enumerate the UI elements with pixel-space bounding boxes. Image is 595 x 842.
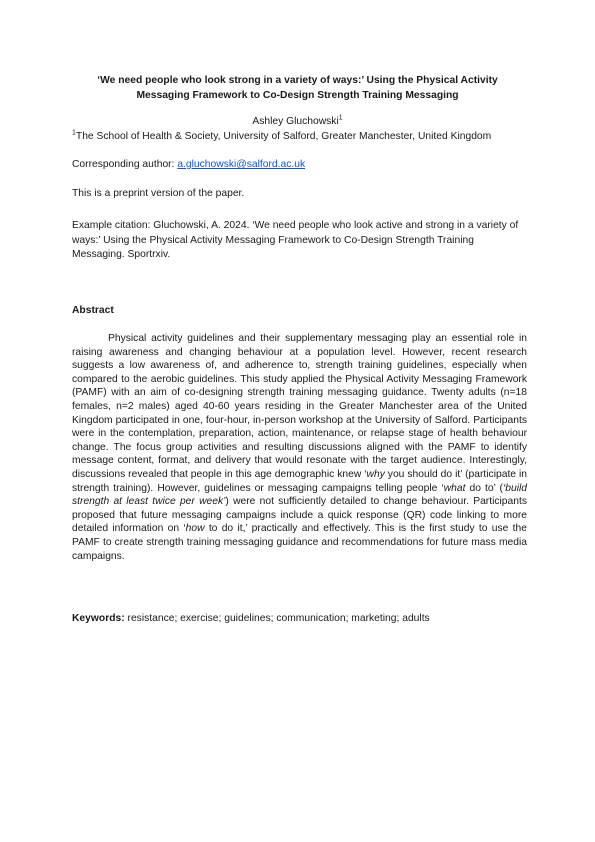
affiliation-mark: 1 <box>72 129 76 137</box>
keywords-list: resistance; exercise; guidelines; communication; marketing; adults <box>124 613 430 624</box>
title-line-1: ‘We need people who look strong in a variety of ways:’ Using the Physical Activity <box>97 75 498 86</box>
paper-title <box>72 73 523 103</box>
affiliation-text: The School of Health & Society, University of Salford, Greater Manchester, United Kingdom <box>75 131 492 142</box>
keywords <box>72 612 527 627</box>
abstract-emphasis-why: why <box>366 468 385 480</box>
abstract-emphasis-how: how <box>185 523 205 535</box>
abstract-text-5: to do it,’ practically and effectively. This is the first study to use the PAMF to create strength training messaging guidance and recommendations for future mass media campaigns. <box>72 523 527 562</box>
author-line <box>0 115 595 130</box>
preprint-note: This is a preprint version of the paper. <box>72 188 245 199</box>
email-link[interactable]: a.gluchowski@salford.ac.uk <box>177 159 306 170</box>
abstract-emphasis-what: what <box>443 482 466 494</box>
abstract-text-1: Physical activity guidelines and their supplementary messaging play an essential role in raising awareness and changing behaviour at a population level. However, recent research suggests a low awareness of, and adherence to, strength training guidelines, especially when compared to the aerobic guidelines. This study applied the Physical Activity Messaging Framework (PAMF) with an aim of co-designing strength training messaging guidance. Twenty adults (n=18 females, n=2 males) aged 40-60 years residing in the Greater Manchester area of the United Kingdom participated in one, four-hour, in-person workshop at the University of Salford. Participants were in the contemplation, preparation, action, maintenance, or relapse stage of health behaviour change. The focus group activities and resulting discussions aligned with the PAMF to identify message content, format, and delivery that would resonate with the target audience. Interestingly, discussions revealed that people in this age demographic knew ‘ <box>72 333 527 480</box>
title-line-2: Messaging Framework to Co-Design Strength Training Messaging <box>136 90 459 101</box>
example-citation: Example citation: Gluchowski, A. 2024. ‘We need people who look active and strong in a variety of ways:’ Using the Physical Activity Messaging Framework to Co-Design Strength Training Messaging. Sportrxiv. <box>72 220 519 261</box>
abstract-heading: Abstract <box>72 305 114 316</box>
corresponding-author <box>72 158 527 173</box>
keywords-label: Keywords: <box>72 613 125 624</box>
abstract-emphasis-quote: ‘build strength at least twice per week’ <box>72 482 527 508</box>
abstract-body <box>72 332 527 563</box>
author-name: Ashley Gluchowski <box>252 116 339 127</box>
abstract-text-3: do to’ ( <box>465 482 503 494</box>
author-affiliation-mark: 1 <box>338 114 343 122</box>
abstract-text-2: you should do it’ (participate in strength training). However, guidelines or messaging campaigns telling people ‘ <box>72 468 527 494</box>
corresponding-label: Corresponding author: <box>72 159 178 170</box>
affiliation <box>72 130 527 145</box>
abstract-text-4: ) were not sufficiently detailed to change behaviour. Participants proposed that future messaging campaigns include a quick response (QR) code linking to more detailed information on ‘ <box>72 496 528 535</box>
